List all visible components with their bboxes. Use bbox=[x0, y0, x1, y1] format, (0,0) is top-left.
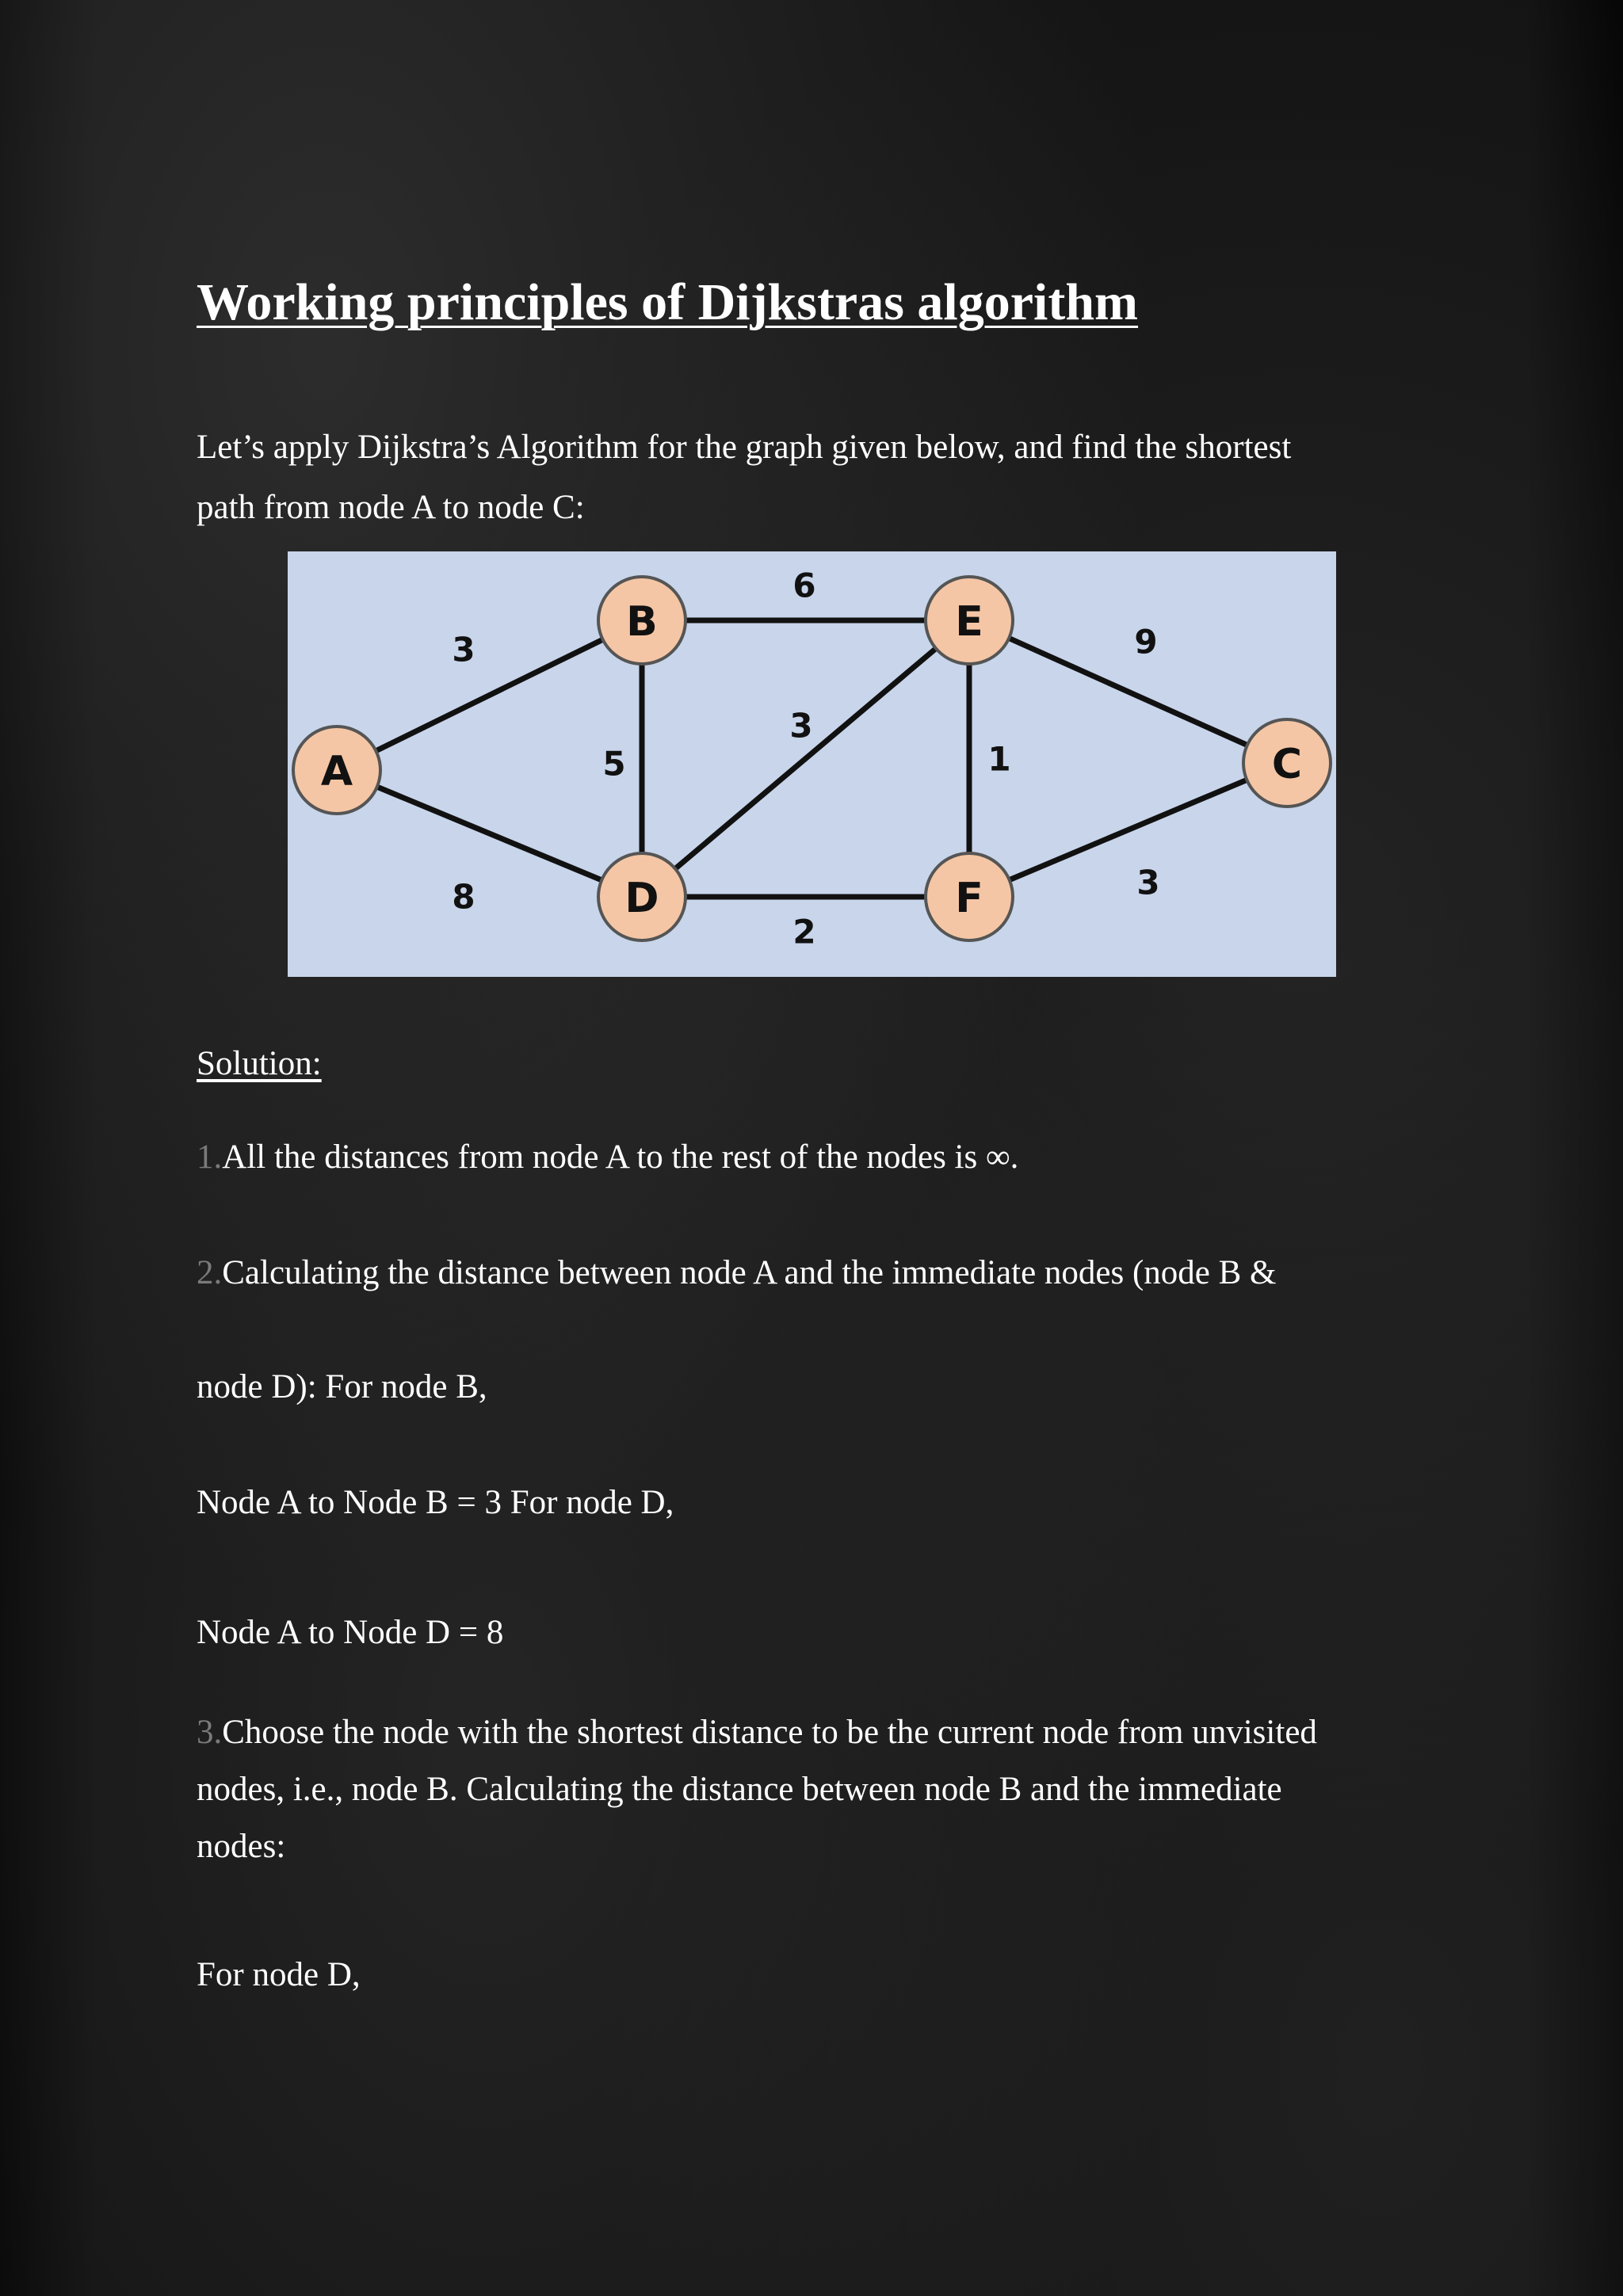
edge-f-c bbox=[969, 763, 1287, 897]
edge-d-e bbox=[642, 620, 969, 897]
step-2 bbox=[197, 1244, 1277, 1302]
edge-weight-a-d: 8 bbox=[452, 877, 475, 917]
edge-weight-f-c: 3 bbox=[1136, 863, 1160, 902]
step-2-node-d: Node A to Node D = 8 bbox=[197, 1614, 504, 1651]
edge-weight-d-e: 3 bbox=[789, 706, 813, 746]
node-label-e: E bbox=[955, 598, 983, 646]
edge-weight-b-d: 5 bbox=[602, 744, 626, 784]
intro-line-1: Let’s apply Dijkstra’s Algorithm for the graph given below, and find the shortest bbox=[197, 429, 1292, 466]
step-2-text: Calculating the distance between node A and the immediate nodes (node B & bbox=[222, 1254, 1277, 1291]
step-2-number: 2. bbox=[197, 1254, 223, 1291]
node-label-f: F bbox=[955, 875, 983, 922]
solution-heading: Solution: bbox=[197, 1045, 322, 1082]
graph-figure bbox=[288, 551, 1336, 977]
step-3-line-1 bbox=[197, 1703, 1317, 1762]
node-label-a: A bbox=[320, 748, 353, 795]
page-title: Working principles of Dijkstras algorithm bbox=[197, 273, 1139, 331]
step-3-text: Choose the node with the shortest distance to be the current node from unvisited bbox=[222, 1714, 1317, 1751]
edge-weight-e-c: 9 bbox=[1134, 622, 1158, 662]
edge-weight-d-f: 2 bbox=[792, 912, 816, 952]
edge-weight-b-e: 6 bbox=[792, 566, 816, 605]
step-3-number: 3. bbox=[197, 1714, 223, 1751]
graph-diagram bbox=[288, 551, 1336, 977]
step-2-continued: node D): For node B, bbox=[197, 1368, 487, 1405]
step-1-text: All the distances from node A to the rest of the nodes is ∞. bbox=[222, 1138, 1019, 1176]
edge-a-d bbox=[337, 770, 642, 897]
step-2-node-b: Node A to Node B = 3 For node D, bbox=[197, 1484, 674, 1521]
edge-weight-e-f: 1 bbox=[987, 739, 1011, 779]
step-1 bbox=[197, 1128, 1018, 1187]
edge-e-c bbox=[969, 620, 1287, 763]
step-3-line-3: nodes: bbox=[197, 1828, 286, 1865]
edge-a-b bbox=[337, 620, 642, 770]
intro-line-2: path from node A to node C: bbox=[197, 489, 585, 526]
step-1-number: 1. bbox=[197, 1138, 223, 1176]
step-3-line-2: nodes, i.e., node B. Calculating the distance between node B and the immediate bbox=[197, 1771, 1282, 1808]
node-label-b: B bbox=[626, 598, 658, 646]
node-label-d: D bbox=[624, 875, 659, 922]
edge-weight-a-b: 3 bbox=[452, 630, 475, 669]
for-node-d: For node D, bbox=[197, 1956, 361, 1993]
node-label-c: C bbox=[1271, 741, 1303, 788]
